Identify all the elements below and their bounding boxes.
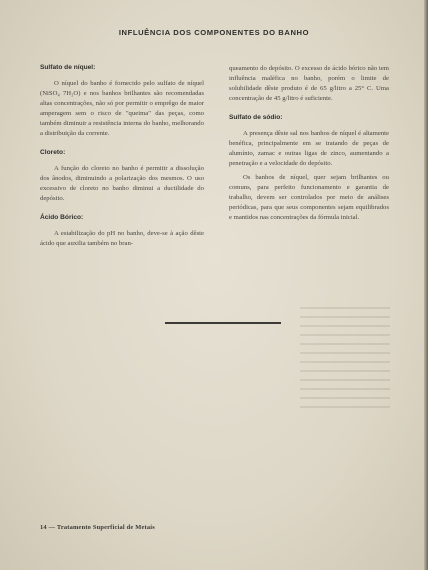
- paragraph: A presença dêste sal nos banhos de níquel é altamente benéfica, principalmente em se tratando de peças de alumínio, zamac e outras ligas de zinco, aumentando a penetração e a velocidade do depósito.: [229, 130, 389, 167]
- page-edge: [424, 0, 428, 570]
- paragraph: Os banhos de níquel, quer sejam brilhantes ou comuns, para perfeito funcionamento e garantia de trabalho, devem ser controlados por meio de análises periódicas, para que seus componentes sejam equilibrados e mantidos nas concentrações da fórmula inicial.: [229, 174, 389, 221]
- paragraph: A função do cloreto no banho é permitir a dissolução dos ânodos, diminuindo a polarização dos mesmos. O uso excessivo de cloreto no banho diminui a ductilidade do depósito.: [40, 165, 204, 202]
- paragraph: A estabilização do pH no banho, deve-se à ação dêste ácido que auxilia também no bran-: [40, 230, 204, 247]
- continued-paragraph: queamento do depósito. O excesso de ácido bórico não tem influência maléfica no banho, porém o limite de solubilidade dêste produto é de 65 g/litro a 25° C. Uma concentração de 45 g/litro é suficiente.: [229, 65, 389, 102]
- section-title: Sulfato de sódio:: [229, 114, 283, 121]
- section-title: Ácido Bórico:: [40, 214, 84, 221]
- section-acido-borico: [40, 214, 204, 249]
- section-sulfato-sodio: [229, 114, 389, 223]
- section-title: Sulfato de níquel:: [40, 64, 96, 71]
- page-footer: 14 — Tratamento Superficial de Metais: [40, 524, 155, 531]
- section-cloreto: [40, 149, 204, 204]
- section-sulfato-niquel: [40, 64, 204, 139]
- right-column: [229, 64, 389, 233]
- section-divider: [165, 322, 281, 324]
- paragraph: O níquel do banho é fornecido pelo sulfato de níquel (NiSO₄ 7H₂O) e nos banhos brilhantes são recomendadas altas concentrações, não só por permitir o emprêgo de maior amperagem sem o risco de "queima" das peças, como também diminuir a resistência interna do banho, melhorando a distribuição da corrente.: [40, 80, 204, 137]
- left-column: [40, 64, 204, 259]
- page-header: INFLUÊNCIA DOS COMPONENTES DO BANHO: [118, 28, 310, 37]
- section-title: Cloreto:: [40, 149, 66, 156]
- bleed-through-texture: [300, 300, 390, 500]
